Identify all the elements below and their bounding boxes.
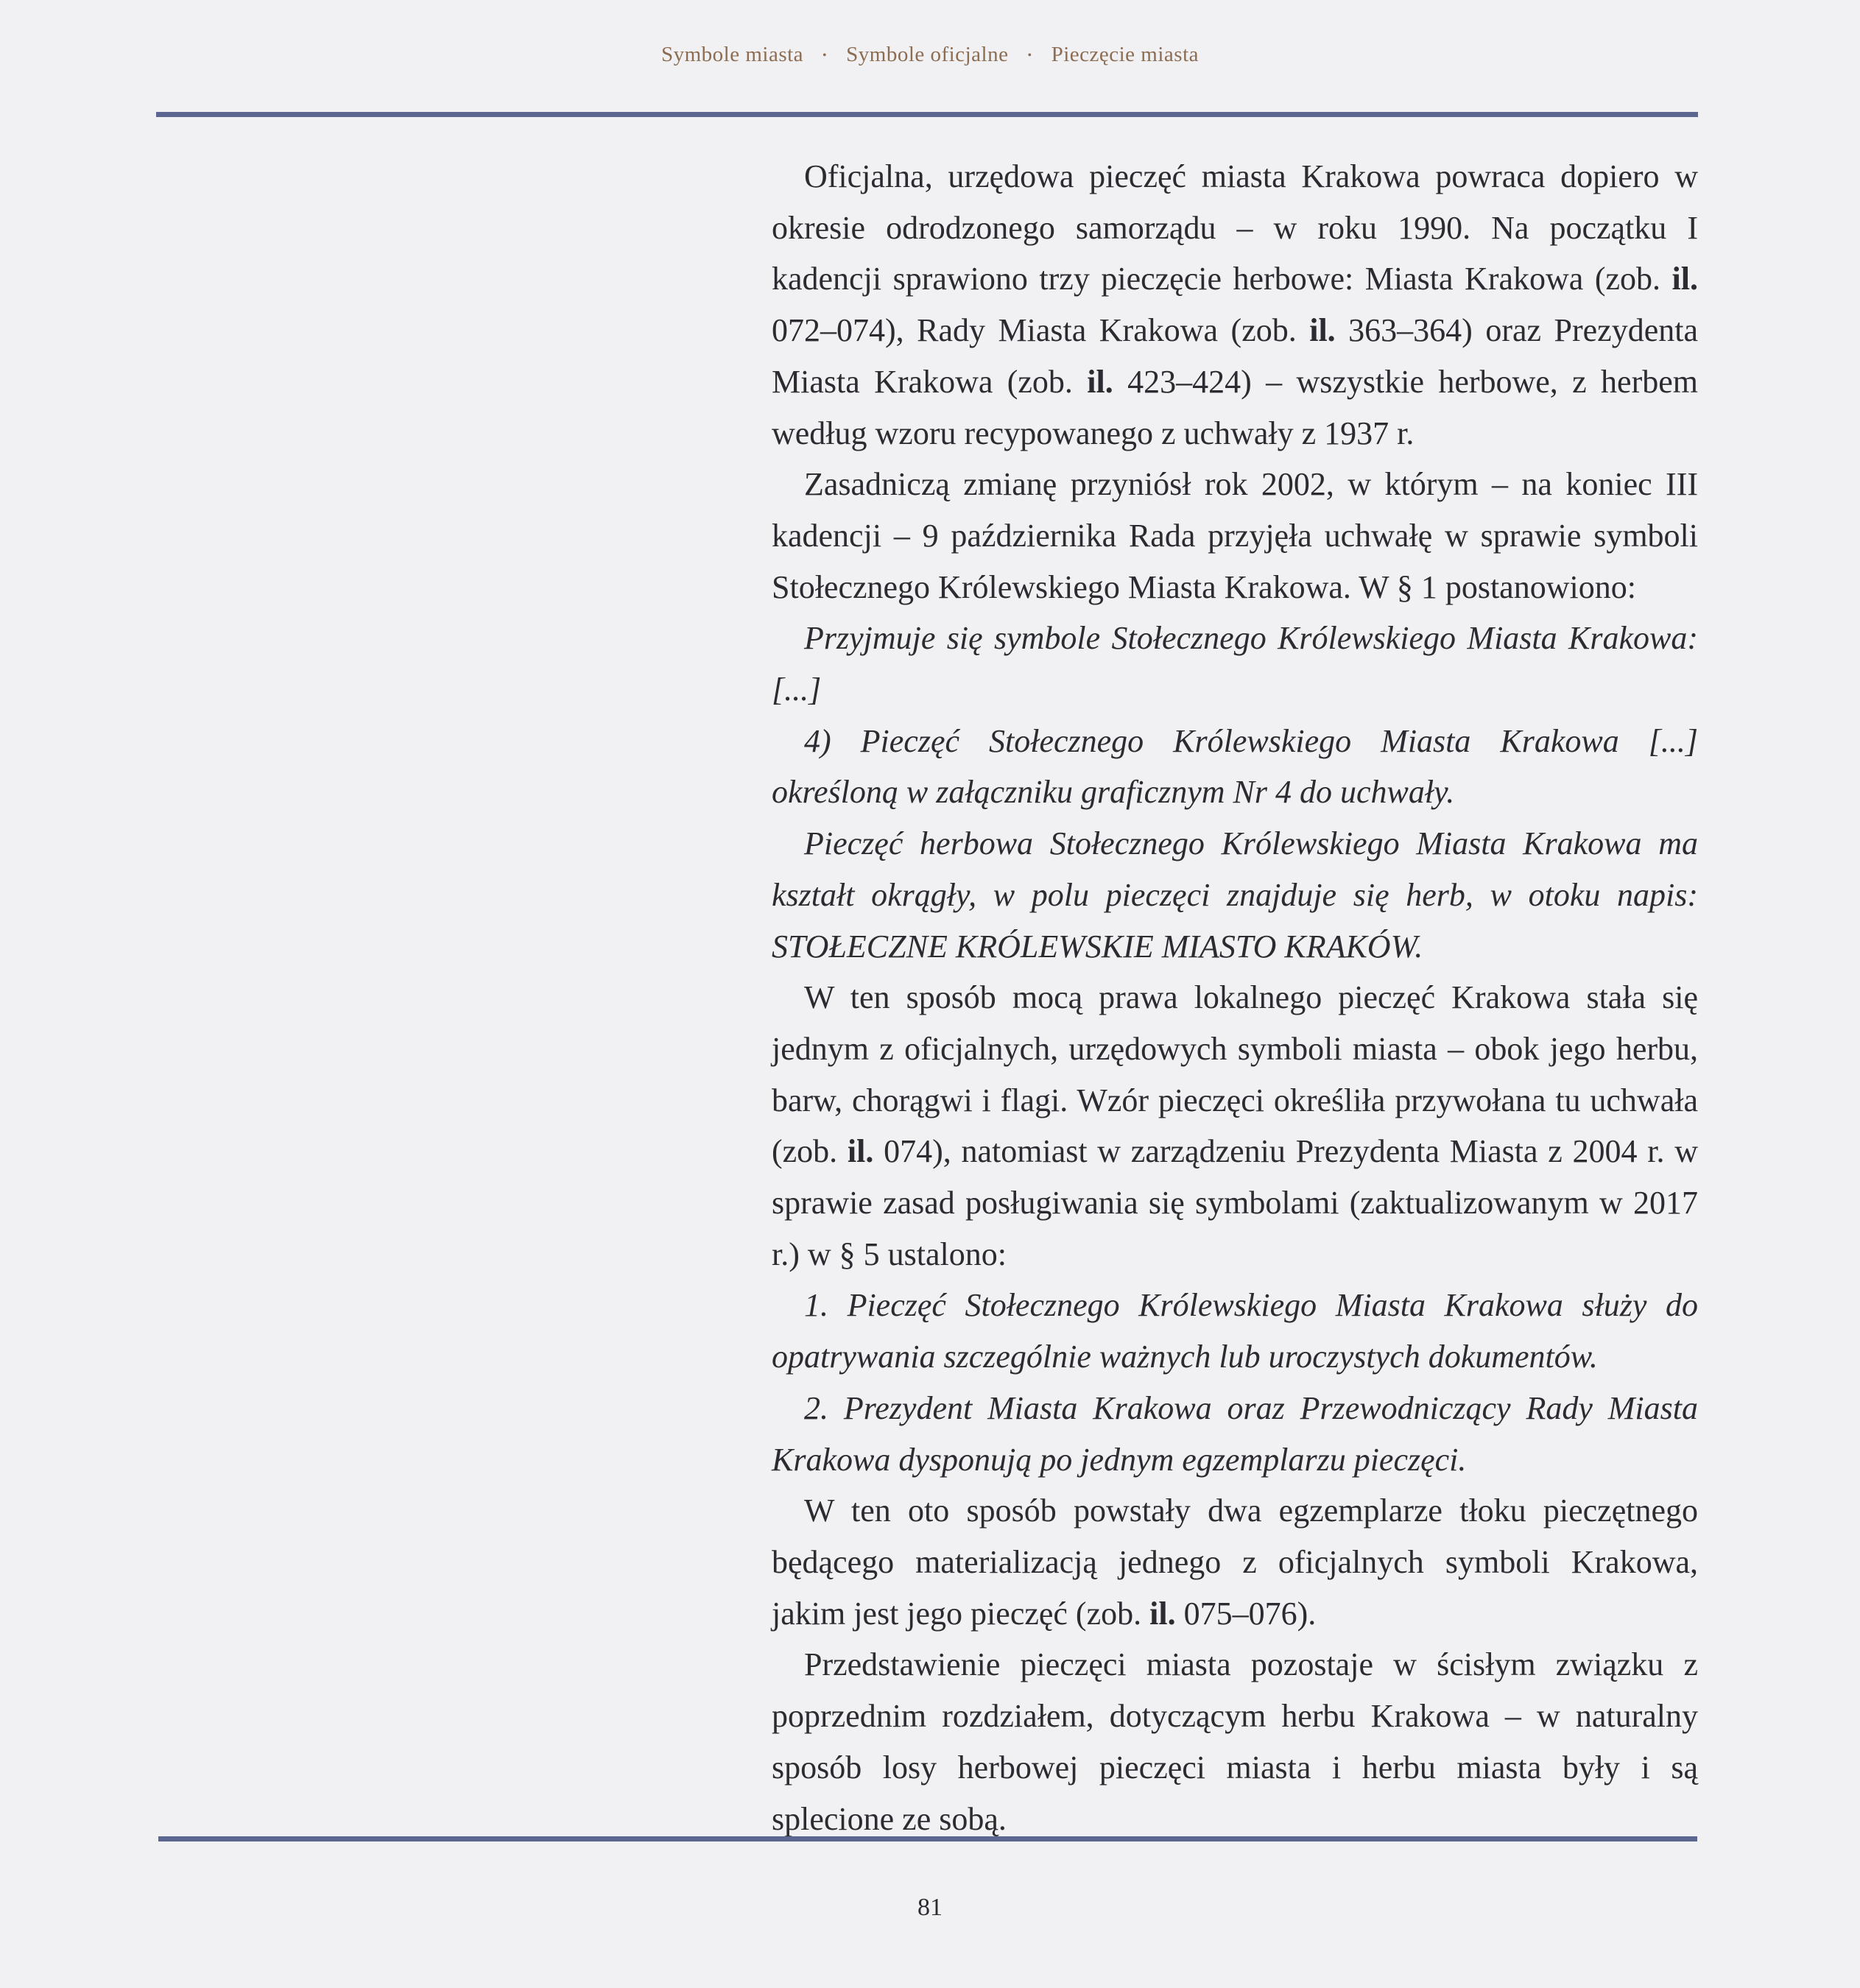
text-run: Przedstawienie pieczęci miasta pozostaje w ścisłym związku z poprzednim rozdziałem, dotyczącym herbu Krakowa – w naturalny sposób losy herbowej pieczęci miasta i herbu miasta były i są splecione ze sobą. — [772, 1646, 1698, 1837]
text-run: 074), natomiast w zarządzeniu Prezydenta Miasta z 2004 r. w sprawie zasad posługiwania się symbolami (zaktualizowanym w 2017 r.) w § 5 ustalono: — [772, 1133, 1698, 1272]
text-run: 423–424) – wszystkie herbowe, z herbem według wzoru recypowanego z uchwały z 1937 r. — [772, 363, 1698, 451]
text-run: 2. Prezydent Miasta Krakowa oraz Przewodniczący Rady Miasta Krakowa dysponują po jednym egzemplarzu pieczęci. — [772, 1389, 1698, 1478]
quoted-paragraph — [772, 1383, 1698, 1485]
paragraph — [772, 972, 1698, 1280]
quoted-paragraph — [772, 716, 1698, 818]
illustration-reference: il. — [1671, 261, 1698, 297]
illustration-reference: il. — [1087, 363, 1113, 400]
breadcrumb-symbole-miasta: Symbole miasta — [660, 43, 804, 66]
text-run: 4) Pieczęć Stołecznego Królewskiego Miasta Krakowa [...] określoną w załączniku graficznym Nr 4 do uchwały. — [772, 722, 1698, 811]
quoted-paragraph — [772, 1280, 1698, 1382]
text-run: 1. Pieczęć Stołecznego Królewskiego Miasta Krakowa służy do opatrywania szczególnie ważnych lub uroczystych dokumentów. — [772, 1287, 1698, 1375]
paragraph — [772, 1485, 1698, 1639]
breadcrumb-pieczecie-miasta: Pieczęcie miasta — [1051, 43, 1200, 66]
quoted-paragraph — [772, 818, 1698, 972]
text-run: 363–364) oraz Prezydenta Miasta Krakowa (zob. — [772, 312, 1698, 400]
paragraph — [772, 1639, 1698, 1844]
illustration-reference: il. — [847, 1133, 874, 1170]
illustration-reference: il. — [1149, 1595, 1176, 1632]
text-run: W ten oto sposób powstały dwa egzemplarze tłoku pieczętnego będącego materializacją jednego z oficjalnych symboli Krakowa, jakim jest jego pieczęć (zob. — [772, 1492, 1698, 1632]
text-run: W ten sposób mocą prawa lokalnego pieczęć Krakowa stała się jednym z oficjalnych, urzędowych symboli miasta – obok jego herbu, barw, chorągwi i flagi. Wzór pieczęci określiła przywołana tu uchwała (zob. — [772, 979, 1698, 1170]
illustration-reference: il. — [1309, 312, 1336, 349]
text-run: Oficjalna, urzędowa pieczęć miasta Krakowa powraca dopiero w okresie odrodzonego samorządu – w roku 1990. Na początku I kadencji sprawiono trzy pieczęcie herbowe: Miasta Krakowa (zob. — [772, 158, 1698, 297]
body-text-column — [772, 151, 1698, 1844]
paragraph — [772, 459, 1698, 613]
page-number: 81 — [917, 1894, 943, 1921]
bullet-separator-icon: • — [822, 49, 828, 63]
text-run: 072–074), Rady Miasta Krakowa (zob. — [772, 312, 1310, 349]
text-run: Zasadniczą zmianę przyniósł rok 2002, w którym – na koniec III kadencji – 9 października Rada przyjęła uchwałę w sprawie symboli Stołecznego Królewskiego Miasta Krakowa. W § 1 postanowiono: — [772, 466, 1698, 605]
text-run: 075–076). — [1175, 1595, 1317, 1632]
breadcrumb-symbole-oficjalne: Symbole oficjalne — [846, 43, 1009, 66]
quoted-paragraph — [772, 613, 1698, 715]
text-run: Pieczęć herbowa Stołecznego Królewskiego Miasta Krakowa ma kształt okrągły, w polu pieczęci znajduje się herb, w otoku napis: STOŁECZNE KRÓLEWSKIE MIASTO KRAKÓW. — [772, 825, 1698, 965]
bullet-separator-icon: • — [1027, 49, 1032, 63]
text-run: Przyjmuje się symbole Stołecznego Królewskiego Miasta Krakowa: [...] — [772, 620, 1698, 708]
top-rule — [156, 112, 1698, 117]
paragraph — [772, 151, 1698, 459]
running-header — [0, 43, 1860, 67]
bottom-rule — [158, 1836, 1697, 1841]
